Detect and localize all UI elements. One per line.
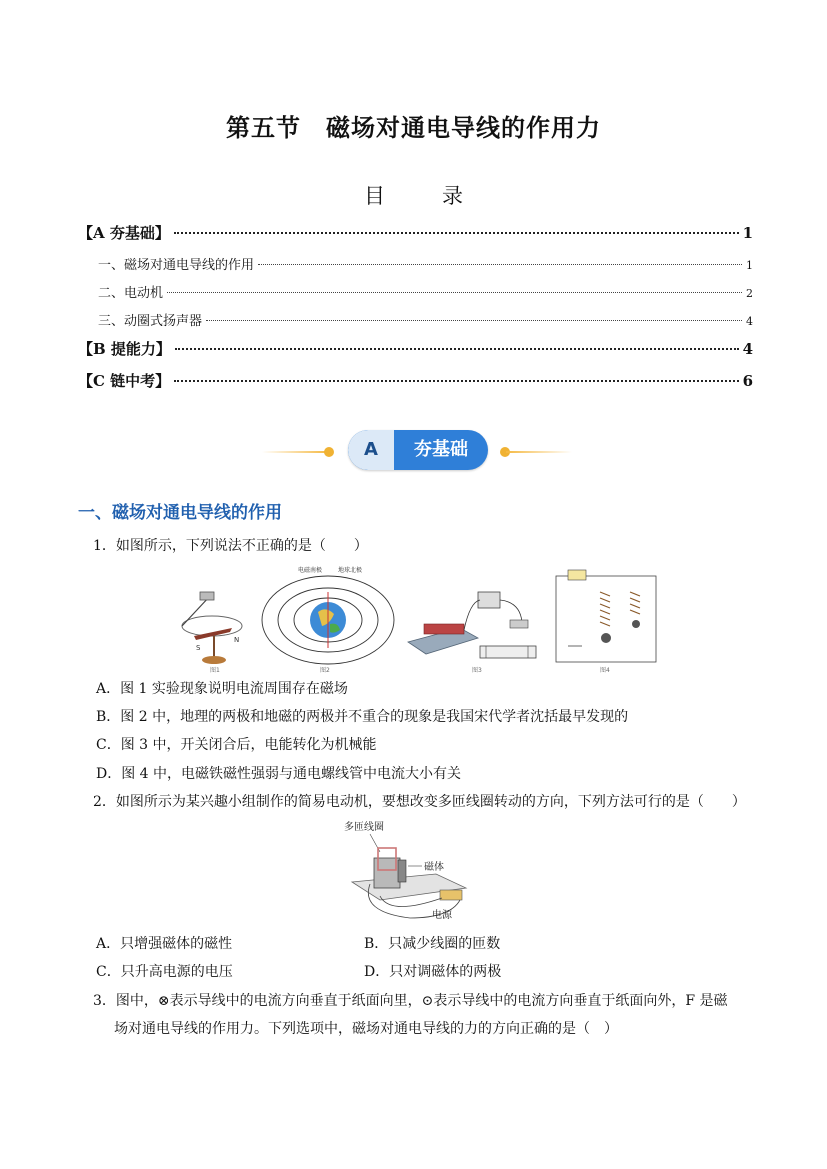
toc-heading: 目 录	[364, 184, 481, 208]
toc-entry-label: 三、动圈式扬声器	[98, 314, 203, 329]
banner-line-left	[262, 451, 328, 453]
toc-entry-label: 一、磁场对通电导线的作用	[98, 258, 255, 273]
toc-page-number: 2	[746, 287, 753, 300]
table-of-contents	[78, 222, 753, 402]
question-1-option-b[interactable]: B．图 2 中，地理的两极和地磁的两极并不重合的现象是我国宋代学者沈括最早发现的	[96, 709, 629, 725]
toc-page-number: 4	[746, 315, 753, 328]
label-magnet: 磁体	[424, 862, 444, 873]
page-title: 第五节 磁场对通电导线的作用力	[226, 114, 601, 142]
toc-page-number: 4	[742, 340, 753, 358]
figure-2-earth-field	[262, 566, 394, 674]
question-3-stem-line-1: 3．图中，⊗表示导线中的电流方向垂直于纸面向里，⊙表示导线中的电流方向垂直于纸面向外，F 是磁	[93, 993, 728, 1009]
section-heading: 一、磁场对通电导线的作用	[78, 503, 282, 523]
label-magnetic-south: 电磁南极	[298, 567, 323, 574]
question-2-option-d[interactable]: D．只对调磁体的两极	[364, 964, 502, 980]
question-1-option-a[interactable]: A．图 1 实验现象说明电流周围存在磁场	[96, 681, 348, 697]
label-s: S	[196, 644, 201, 652]
question-1-option-d[interactable]: D．图 4 中，电磁铁磁性强弱与通电螺线管中电流大小有关	[96, 766, 462, 782]
toc-leader	[206, 320, 742, 321]
toc-entry-a[interactable]	[78, 222, 753, 254]
toc-entry-sub-1[interactable]	[78, 254, 753, 282]
question-2-option-b[interactable]: B．只减少线圈的匝数	[364, 936, 501, 952]
toc-entry-label: 【A 夯基础】	[78, 224, 170, 242]
label-geographic-north: 地球北极	[338, 567, 363, 574]
toc-entry-label: 二、电动机	[98, 286, 164, 301]
label-power-source: 电源	[432, 910, 452, 921]
figure-3-motor	[408, 592, 536, 674]
question-2-option-c[interactable]: C．只升高电源的电压	[96, 964, 233, 980]
question-2-option-a[interactable]: A．只增强磁体的磁性	[96, 936, 233, 952]
toc-leader	[258, 264, 742, 265]
question-2-stem: 2．如图所示为某兴趣小组制作的简易电动机，要想改变多匝线圈转动的方向，下列方法可行的是（ ）	[93, 794, 746, 810]
question-3-stem-line-2: 场对通电导线的作用力。下列选项中，磁场对通电导线的力的方向正确的是（ ）	[114, 1021, 618, 1037]
question-1-option-c[interactable]: C．图 3 中，开关闭合后，电能转化为机械能	[96, 737, 377, 753]
toc-leader	[174, 232, 739, 234]
banner-pill	[348, 430, 488, 470]
figure-1-compass	[182, 592, 242, 674]
question-1-figure	[170, 562, 658, 676]
toc-entry-label: 【B 提能力】	[78, 340, 171, 358]
figure-label-2: 图2	[320, 667, 330, 674]
label-coil: 多匝线圈	[344, 822, 384, 833]
figure-4-electromagnets	[556, 570, 656, 674]
banner-dot-left	[324, 447, 334, 457]
toc-leader	[174, 380, 738, 382]
figure-label-3: 图3	[472, 667, 482, 674]
banner-line-right	[506, 451, 572, 453]
toc-page-number: 1	[746, 259, 753, 272]
toc-page-number: 1	[742, 224, 753, 242]
section-banner	[262, 430, 572, 472]
toc-entry-sub-3[interactable]	[78, 310, 753, 338]
toc-entry-b[interactable]	[78, 338, 753, 370]
banner-letter: A	[348, 430, 394, 470]
toc-page-number: 6	[742, 372, 753, 390]
label-n: N	[234, 636, 240, 644]
banner-text: 夯基础	[414, 439, 468, 460]
toc-entry-sub-2[interactable]	[78, 282, 753, 310]
figure-label-1: 图1	[210, 667, 220, 674]
toc-leader	[167, 292, 742, 293]
toc-entry-c[interactable]	[78, 370, 753, 402]
question-2-figure	[340, 818, 480, 924]
toc-entry-label: 【C 链中考】	[78, 372, 171, 390]
figure-label-4: 图4	[600, 667, 610, 674]
question-1-stem: 1．如图所示，下列说法不正确的是（ ）	[93, 538, 368, 554]
toc-leader	[175, 348, 739, 350]
